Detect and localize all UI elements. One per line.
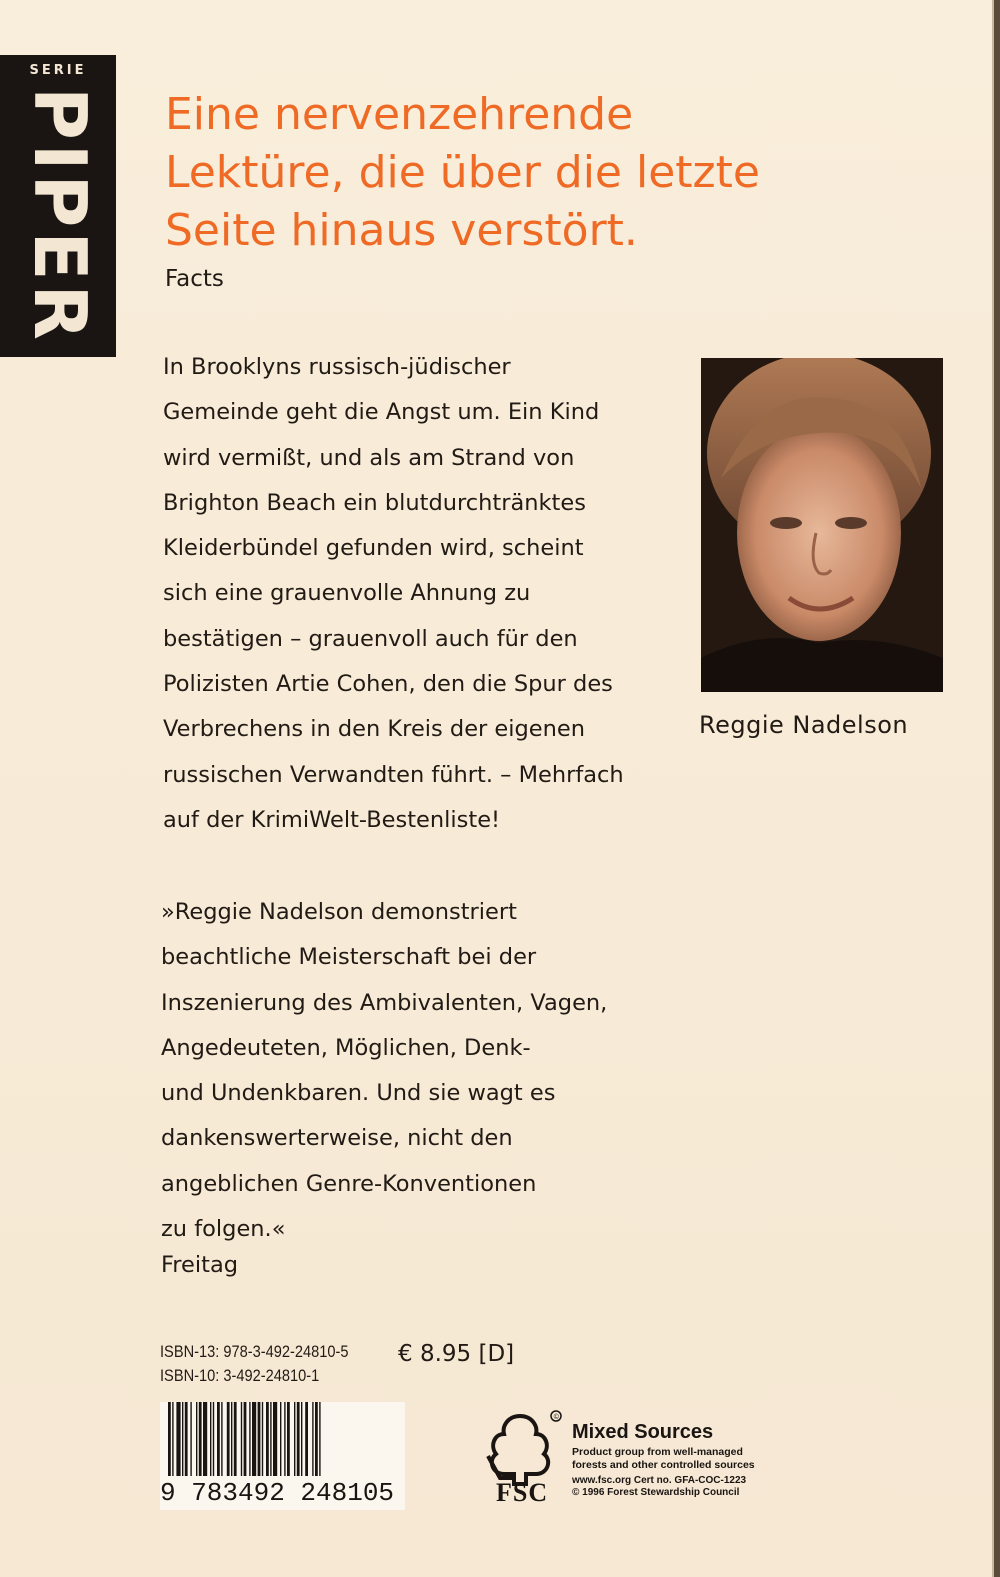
book-blurb: In Brooklyns russisch-jüdischer Gemeinde geht die Angst um. Ein Kind wird vermißt, und als am Strand von Brighton Beach ein blutdurchtränktes Kleiderbündel gefunden wird, scheint sich eine grauenvolle Ahnung zu bestätigen – grauenvoll auch für den Polizisten Artie Cohen, den die Spur des Verbrechens in den Kreis der eigenen russischen Verwandten führt. – Mehrfach auf der KrimiWelt-Bestenliste! [163, 354, 624, 833]
logo-serie-text: SERIE [29, 63, 87, 78]
fsc-info [572, 1420, 792, 1499]
barcode-bar [227, 1402, 230, 1476]
author-portrait-image [701, 358, 943, 692]
barcode-bar [262, 1402, 263, 1476]
barcode-bar [190, 1402, 191, 1476]
fsc-description: Product group from well-managed forests and other controlled sources [572, 1446, 755, 1471]
barcode-bar [217, 1402, 220, 1476]
barcode-bar [294, 1402, 295, 1476]
barcode-bar [185, 1402, 188, 1476]
barcode-bar [168, 1402, 171, 1476]
barcode-bar [249, 1402, 250, 1476]
isbn-10: ISBN-10: 3-492-24810-1 [160, 1366, 320, 1385]
barcode-bar [258, 1402, 261, 1476]
barcode [160, 1402, 405, 1510]
author-photo-caption: Reggie Nadelson [699, 711, 909, 739]
barcode-bar [231, 1402, 232, 1476]
barcode-bar [199, 1402, 202, 1476]
headline-quote-source: Facts [165, 266, 224, 292]
barcode-bar [270, 1402, 271, 1476]
barcode-bar [252, 1402, 256, 1476]
barcode-bar [273, 1402, 277, 1476]
barcode-bar [221, 1402, 222, 1476]
isbn-block [160, 1340, 379, 1388]
author-photo [701, 358, 943, 692]
barcode-bar [312, 1402, 313, 1476]
barcode-bar [315, 1402, 318, 1476]
barcode-bars [166, 1402, 402, 1482]
cover-edge [994, 0, 1000, 1577]
logo-piper-text: PIPER [18, 87, 102, 344]
review-quote-source: Freitag [161, 1252, 239, 1278]
barcode-bar [319, 1402, 320, 1476]
barcode-bar [297, 1402, 300, 1476]
barcode-bar [203, 1402, 207, 1476]
barcode-bar [182, 1402, 183, 1476]
barcode-bar [266, 1402, 269, 1476]
headline-quote: Eine nervenzehrende Lektüre, die über die letzte Seite hinaus verstört. [165, 89, 760, 256]
barcode-bar [210, 1402, 211, 1476]
barcode-bar [280, 1402, 281, 1476]
barcode-bar [196, 1402, 197, 1476]
fsc-meta: www.fsc.org Cert no. GFA-COC-1223 © 1996 Forest Stewardship Council [572, 1475, 747, 1498]
barcode-bar [284, 1402, 285, 1476]
barcode-bar [213, 1402, 214, 1476]
fsc-title: Mixed Sources [572, 1421, 714, 1443]
barcode-bar [287, 1402, 290, 1476]
barcode-bar [301, 1402, 302, 1476]
serie-piper-logo [0, 55, 116, 357]
barcode-bar [234, 1402, 237, 1476]
barcode-bar [244, 1402, 247, 1476]
fsc-copyright-mark: © [553, 1414, 559, 1421]
barcode-bar [172, 1402, 173, 1476]
isbn-13: ISBN-13: 978-3-492-24810-5 [160, 1342, 349, 1361]
barcode-bar [305, 1402, 308, 1476]
barcode-bar [176, 1402, 180, 1476]
price: € 8.95 [D] [398, 1341, 515, 1367]
fsc-logo-label: FSC [496, 1478, 549, 1507]
barcode-number: 9 783492 248105 [160, 1478, 395, 1508]
barcode-bar [241, 1402, 242, 1476]
review-quote: »Reggie Nadelson demonstriert beachtliche Meisterschaft bei der Inszenierung des Ambivalenten, Vagen, Angedeuteten, Möglichen, Denk- und Undenkbaren. Und sie wagt es dankenswerterweise, nicht den angeblichen Genre-Konventionen zu folgen.« [161, 899, 608, 1243]
